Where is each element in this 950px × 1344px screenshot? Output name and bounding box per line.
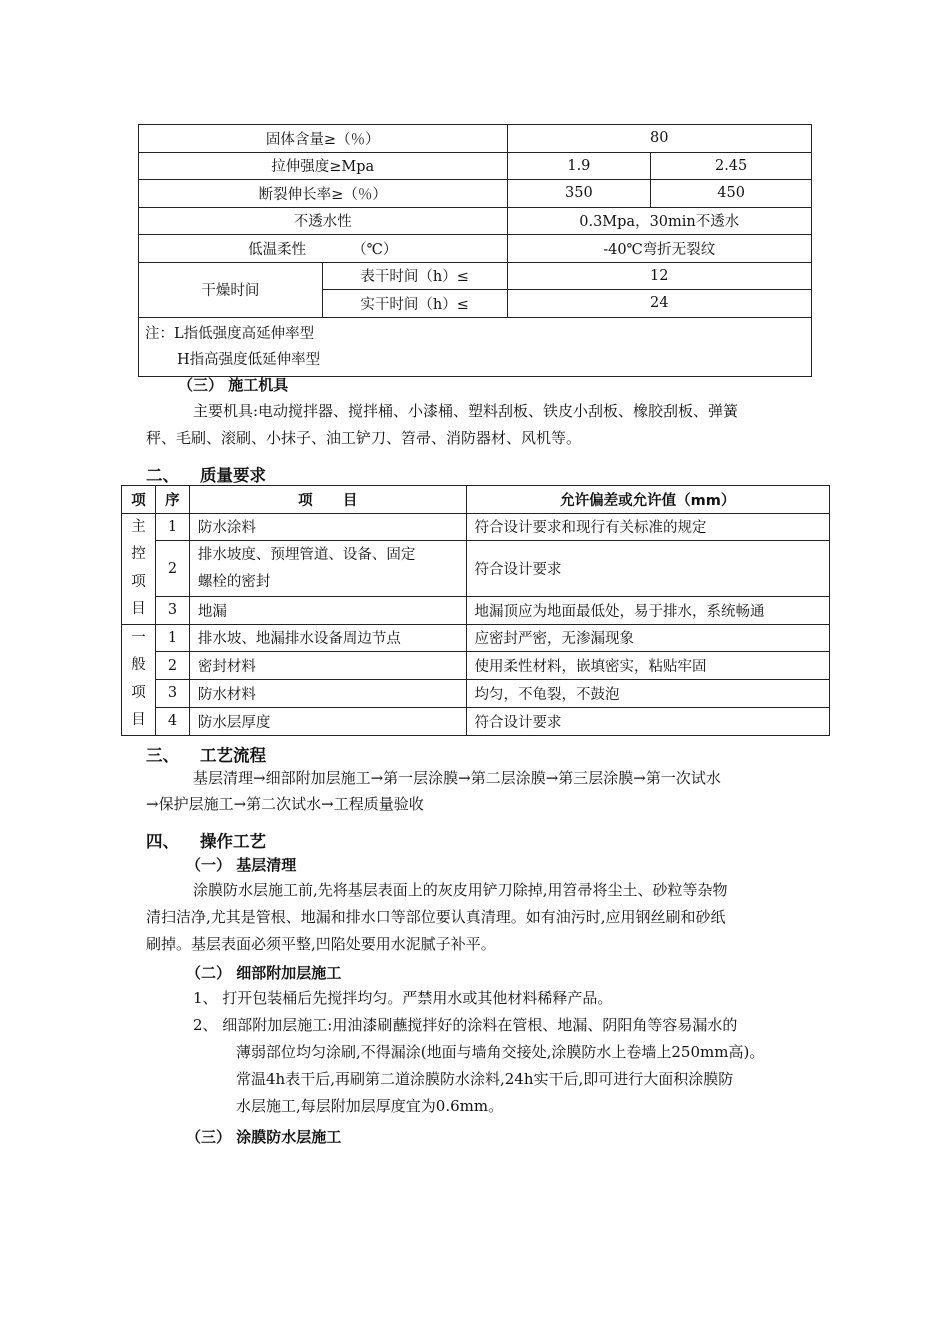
quality-table xyxy=(121,485,830,736)
table-row xyxy=(122,652,830,680)
section-number: 三、 xyxy=(146,746,179,765)
list-item: 1、 打开包装桶后先搅拌均匀。严禁用水或其他材料稀释产品。 xyxy=(193,989,613,1007)
section-title: 质量要求 xyxy=(200,466,266,485)
seq-cell: 4 xyxy=(155,707,189,735)
seq-cell: 3 xyxy=(155,596,189,624)
table-header-row xyxy=(122,486,830,514)
note-line: H指高强度低延伸率型 xyxy=(177,351,321,368)
row-value-h: 2.45 xyxy=(651,152,812,180)
row-label: 不透水性 xyxy=(139,207,508,235)
group-char: 般 xyxy=(131,657,146,673)
value-cell: 地漏顶应为地面最低处，易于排水，系统畅通 xyxy=(466,596,829,624)
table-row xyxy=(122,624,830,652)
value-cell: 符合设计要求 xyxy=(466,707,829,735)
row-value: 12 xyxy=(507,262,812,290)
table-row xyxy=(139,262,812,290)
header-cell: 序 xyxy=(155,486,189,514)
value-cell: 均匀，不龟裂，不鼓泡 xyxy=(466,680,829,708)
flow-line: 基层清理→细部附加层施工→第一层涂膜→第二层涂膜→第三层涂膜→第一次试水 xyxy=(193,769,721,787)
paragraph-line: 刷掉。基层表面必须平整,凹陷处要用水泥腻子补平。 xyxy=(146,935,496,953)
item-cell: 密封材料 xyxy=(189,652,466,680)
item-line: 排水坡度、预埋管道、设备、固定 xyxy=(197,546,416,563)
list-item-continued: 水层施工,每层附加层厚度宜为0.6mm。 xyxy=(236,1097,504,1115)
item-line: 螺栓的密封 xyxy=(197,573,271,590)
table-row xyxy=(122,513,830,541)
group-char: 一 xyxy=(131,629,146,646)
header-cell: 项 xyxy=(122,486,156,514)
properties-table xyxy=(138,124,812,377)
value-cell: 应密封严密，无渗漏现象 xyxy=(466,624,829,652)
row-value: 24 xyxy=(507,290,812,318)
note-line: 注：L指低强度高延伸率型 xyxy=(145,325,315,342)
table-row xyxy=(122,596,830,624)
flow-line: →保护层施工→第二次试水→工程质量验收 xyxy=(146,795,424,813)
row-value-l: 350 xyxy=(507,180,651,208)
table-row xyxy=(122,680,830,708)
row-label: 固体含量≥（％） xyxy=(139,125,508,153)
item-cell: 防水涂料 xyxy=(189,513,466,541)
table-row xyxy=(139,180,812,208)
group-char: 目 xyxy=(131,712,146,728)
row-label: 低温柔性 （℃） xyxy=(139,235,508,263)
group-char: 项 xyxy=(131,684,146,701)
section-title: 操作工艺 xyxy=(200,832,266,851)
header-cell: 项 目 xyxy=(189,486,466,514)
section-number: 四、 xyxy=(146,832,179,851)
row-value: -40℃弯折无裂纹 xyxy=(507,235,812,263)
list-item-continued: 薄弱部位均匀涂刷,不得漏涂(地面与墙角交接处,涂膜防水上卷墙上250mm高)。 xyxy=(236,1043,765,1061)
table-row xyxy=(139,125,812,153)
paragraph-line: 涂膜防水层施工前,先将基层表面上的灰皮用铲刀除掉,用笤帚将尘土、砂粒等杂物 xyxy=(193,881,728,899)
table-row xyxy=(139,235,812,263)
tools-line: 主要机具:电动搅拌器、搅拌桶、小漆桶、塑料刮板、铁皮小刮板、橡胶刮板、弹簧 xyxy=(193,402,739,420)
item-cell: 地漏 xyxy=(189,596,466,624)
group-char: 主 xyxy=(131,518,146,535)
table-note-row xyxy=(139,317,812,376)
header-cell: 允许偏差或允许值（mm） xyxy=(466,486,829,514)
item-cell xyxy=(189,541,466,597)
item-cell: 防水材料 xyxy=(189,680,466,708)
subsection-heading: （三） 涂膜防水层施工 xyxy=(186,1128,342,1146)
dry-time-label: 干燥时间 xyxy=(139,262,323,317)
value-cell: 符合设计要求和现行有关标准的规定 xyxy=(466,513,829,541)
group-char: 项 xyxy=(131,573,146,590)
item-cell: 防水层厚度 xyxy=(189,707,466,735)
section-title: 工艺流程 xyxy=(200,746,266,765)
value-cell: 使用柔性材料，嵌填密实，粘贴牢固 xyxy=(466,652,829,680)
row-value-l: 1.9 xyxy=(507,152,651,180)
group-char: 控 xyxy=(131,546,146,562)
list-item-continued: 常温4h表干后,再刷第二道涂膜防水涂料,24h实干后,即可进行大面积涂膜防 xyxy=(236,1070,734,1088)
row-value: 0.3Mpa，30min不透水 xyxy=(507,207,812,235)
seq-cell: 2 xyxy=(155,652,189,680)
seq-cell: 1 xyxy=(155,513,189,541)
value-cell: 符合设计要求 xyxy=(466,541,829,597)
seq-cell: 3 xyxy=(155,680,189,708)
table-note xyxy=(139,317,812,376)
list-item: 2、 细部附加层施工:用油漆刷蘸搅拌好的涂料在管根、地漏、阴阳角等容易漏水的 xyxy=(193,1016,738,1034)
tools-line: 秤、毛刷、滚刷、小抹子、油工铲刀、笤帚、消防器材、风机等。 xyxy=(146,429,582,447)
row-label: 拉伸强度≥Mpa xyxy=(139,152,508,180)
subsection-heading: （二） 细部附加层施工 xyxy=(186,964,342,982)
row-label: 断裂伸长率≥（％） xyxy=(139,180,508,208)
item-cell: 排水坡、地漏排水设备周边节点 xyxy=(189,624,466,652)
seq-cell: 2 xyxy=(155,541,189,597)
paragraph-line: 清扫洁净,尤其是管根、地漏和排水口等部位要认真清理。如有油污时,应用钢丝刷和砂纸 xyxy=(146,908,726,926)
group-char: 目 xyxy=(131,601,146,617)
seq-cell: 1 xyxy=(155,624,189,652)
row-label: 实干时间（h）≤ xyxy=(322,290,507,318)
section-number: 二、 xyxy=(146,466,179,485)
subsection-heading: （一） 基层清理 xyxy=(186,856,297,874)
table-row xyxy=(122,541,830,597)
table-row xyxy=(139,207,812,235)
group-main-control xyxy=(122,513,156,624)
group-general xyxy=(122,624,156,735)
tools-heading: （三） 施工机具 xyxy=(178,376,289,394)
row-label: 表干时间（h）≤ xyxy=(322,262,507,290)
row-value: 80 xyxy=(507,125,812,153)
row-value-h: 450 xyxy=(651,180,812,208)
table-row xyxy=(122,707,830,735)
table-row xyxy=(139,152,812,180)
